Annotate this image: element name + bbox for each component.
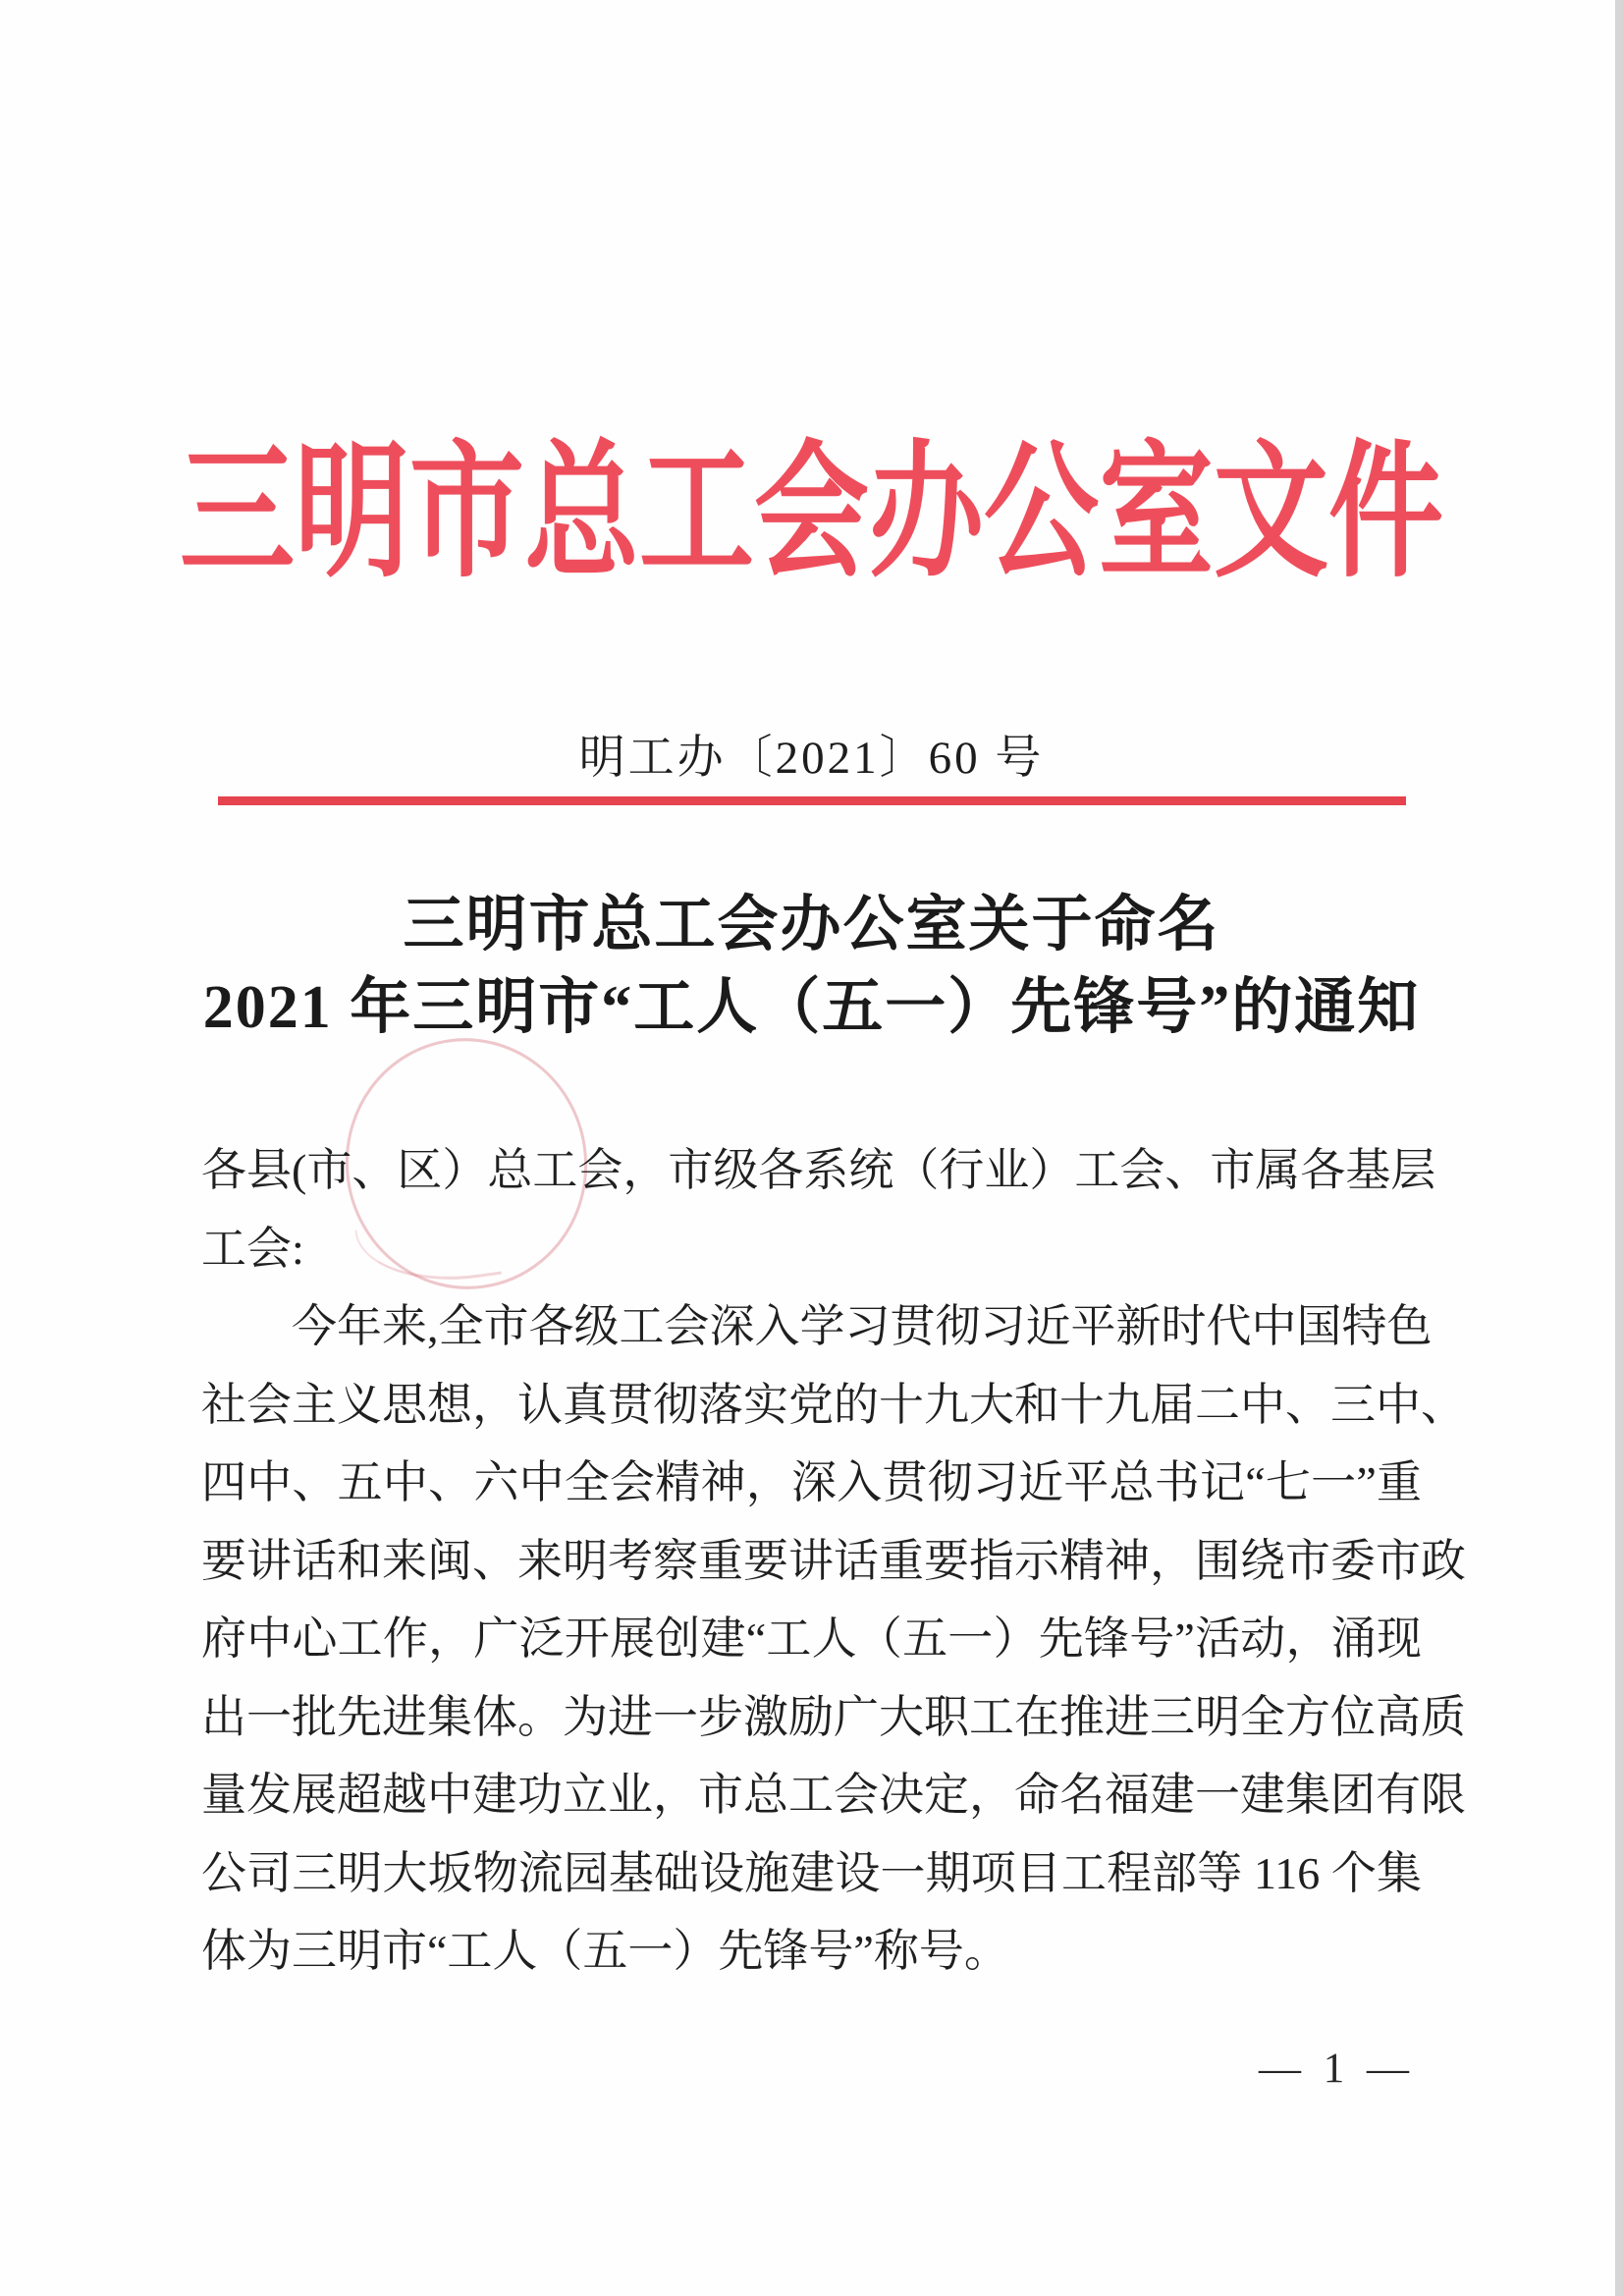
body-line: 要讲话和来闽、来明考察重要讲话重要指示精神，围绕市委市政: [201, 1535, 1466, 1586]
body-line: 各县(市、区）总工会，市级各系统（行业）工会、市属各基层: [201, 1145, 1436, 1195]
body-line: 出一批先进集体。为进一步激励广大职工在推进三明全方位高质: [201, 1691, 1466, 1742]
body-line: 四中、五中、六中全会精神，深入贯彻习近平总书记“七一”重: [201, 1457, 1422, 1507]
red-separator-rule: [218, 796, 1406, 805]
document-reference-number: 明工办〔2021〕60 号: [578, 733, 1045, 784]
body-text-block: [201, 1131, 1466, 1991]
body-line: 社会主义思想，认真贯彻落实党的十九大和十九届二中、三中、: [201, 1379, 1466, 1430]
body-line: 量发展超越中建功立业，市总工会决定，命名福建一建集团有限: [201, 1770, 1466, 1820]
body-line: 公司三明大坂物流园基础设施建设一期项目工程部等 116 个集: [201, 1847, 1422, 1898]
masthead-title: 三明市总工会办公室文件: [179, 432, 1444, 595]
notice-title-line2: 2021 年三明市“工人（五一）先锋号”的通知: [202, 974, 1421, 1041]
body-line: 府中心工作，广泛开展创建“工人（五一）先锋号”活动，涌现: [201, 1613, 1422, 1664]
body-line: 工会:: [201, 1223, 304, 1274]
notice-title-line1: 三明市总工会办公室关于命名: [403, 892, 1220, 958]
body-line: 体为三明市“工人（五一）先锋号”称号。: [201, 1926, 1009, 1976]
scan-edge-artifact: [1615, 0, 1623, 2296]
body-line: 今年来,全市各级工会深入学习贯彻习近平新时代中国特色: [292, 1301, 1433, 1351]
page-number: — 1 —: [1259, 2046, 1415, 2092]
